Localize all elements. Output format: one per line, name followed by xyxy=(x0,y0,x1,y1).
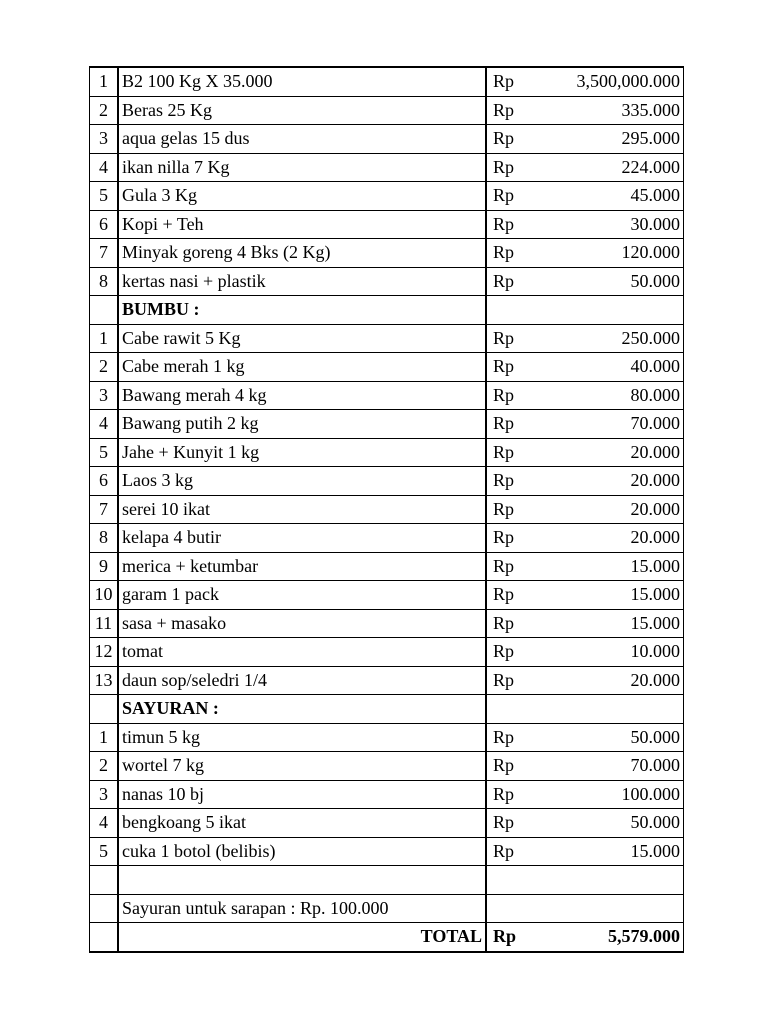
currency-label: Rp xyxy=(486,153,560,182)
item-amount: 15.000 xyxy=(560,581,684,610)
item-description: daun sop/seledri 1/4 xyxy=(118,666,486,695)
expense-table xyxy=(89,66,684,953)
item-description: bengkoang 5 ikat xyxy=(118,809,486,838)
item-description: Jahe + Kunyit 1 kg xyxy=(118,438,486,467)
item-description: BUMBU : xyxy=(118,296,486,325)
currency-label: Rp xyxy=(486,809,560,838)
section-header-row xyxy=(90,296,684,325)
table-row xyxy=(90,552,684,581)
currency-label: Rp xyxy=(486,467,560,496)
row-number xyxy=(90,894,119,923)
item-description: merica + ketumbar xyxy=(118,552,486,581)
item-amount: 20.000 xyxy=(560,467,684,496)
item-description: serei 10 ikat xyxy=(118,495,486,524)
item-amount: 15.000 xyxy=(560,837,684,866)
row-number: 1 xyxy=(90,67,119,96)
table-row xyxy=(90,609,684,638)
table-row xyxy=(90,353,684,382)
table-row xyxy=(90,324,684,353)
item-amount: 224.000 xyxy=(560,153,684,182)
row-number: 13 xyxy=(90,666,119,695)
currency-label: Rp xyxy=(486,524,560,553)
currency-label: Rp xyxy=(486,438,560,467)
item-description: Laos 3 kg xyxy=(118,467,486,496)
table-row xyxy=(90,723,684,752)
item-amount: 15.000 xyxy=(560,552,684,581)
row-number: 6 xyxy=(90,210,119,239)
row-number: 6 xyxy=(90,467,119,496)
item-amount: 295.000 xyxy=(560,125,684,154)
total-currency: Rp xyxy=(486,923,560,952)
item-description: B2 100 Kg X 35.000 xyxy=(118,67,486,96)
table-row xyxy=(90,524,684,553)
total-label: TOTAL xyxy=(118,923,486,952)
section-header-row xyxy=(90,695,684,724)
currency-label: Rp xyxy=(486,495,560,524)
currency-label: Rp xyxy=(486,96,560,125)
item-description: kertas nasi + plastik xyxy=(118,267,486,296)
row-number: 7 xyxy=(90,495,119,524)
currency-label: Rp xyxy=(486,67,560,96)
item-amount: 20.000 xyxy=(560,524,684,553)
table-row xyxy=(90,438,684,467)
row-number: 1 xyxy=(90,723,119,752)
table-row xyxy=(90,153,684,182)
item-amount: 250.000 xyxy=(560,324,684,353)
currency-label: Rp xyxy=(486,239,560,268)
currency-label: Rp xyxy=(486,410,560,439)
row-number: 7 xyxy=(90,239,119,268)
item-amount: 20.000 xyxy=(560,666,684,695)
item-amount: 10.000 xyxy=(560,638,684,667)
item-amount: 50.000 xyxy=(560,267,684,296)
row-number: 12 xyxy=(90,638,119,667)
item-amount: 80.000 xyxy=(560,381,684,410)
row-number: 2 xyxy=(90,353,119,382)
currency-label: Rp xyxy=(486,837,560,866)
table-row xyxy=(90,866,684,895)
table-row xyxy=(90,752,684,781)
table-row xyxy=(90,495,684,524)
row-number: 3 xyxy=(90,381,119,410)
item-description: kelapa 4 butir xyxy=(118,524,486,553)
item-amount: 335.000 xyxy=(560,96,684,125)
row-number: 3 xyxy=(90,125,119,154)
row-number xyxy=(90,866,119,895)
item-amount: 70.000 xyxy=(560,752,684,781)
row-number xyxy=(90,296,119,325)
table-row xyxy=(90,410,684,439)
currency-label: Rp xyxy=(486,381,560,410)
table-row xyxy=(90,210,684,239)
item-amount xyxy=(560,296,684,325)
currency-label: Rp xyxy=(486,723,560,752)
item-amount: 50.000 xyxy=(560,809,684,838)
item-description: tomat xyxy=(118,638,486,667)
item-description: Beras 25 Kg xyxy=(118,96,486,125)
item-description: Kopi + Teh xyxy=(118,210,486,239)
currency-label: Rp xyxy=(486,780,560,809)
table-row xyxy=(90,837,684,866)
item-description: aqua gelas 15 dus xyxy=(118,125,486,154)
expense-table-body xyxy=(90,67,684,952)
table-row xyxy=(90,67,684,96)
item-description: timun 5 kg xyxy=(118,723,486,752)
item-description: Gula 3 Kg xyxy=(118,182,486,211)
table-row xyxy=(90,239,684,268)
row-number: 9 xyxy=(90,552,119,581)
row-number: 11 xyxy=(90,609,119,638)
row-number xyxy=(90,695,119,724)
item-description: sasa + masako xyxy=(118,609,486,638)
currency-label: Rp xyxy=(486,581,560,610)
table-row xyxy=(90,581,684,610)
row-number: 2 xyxy=(90,752,119,781)
item-description: Cabe rawit 5 Kg xyxy=(118,324,486,353)
table-row xyxy=(90,666,684,695)
item-description: Bawang putih 2 kg xyxy=(118,410,486,439)
item-description: Cabe merah 1 kg xyxy=(118,353,486,382)
table-row xyxy=(90,638,684,667)
item-amount: 30.000 xyxy=(560,210,684,239)
currency-label: Rp xyxy=(486,609,560,638)
row-number: 5 xyxy=(90,837,119,866)
row-number: 10 xyxy=(90,581,119,610)
item-amount: 50.000 xyxy=(560,723,684,752)
currency-label: Rp xyxy=(486,752,560,781)
row-number: 4 xyxy=(90,410,119,439)
row-number: 4 xyxy=(90,153,119,182)
currency-label: Rp xyxy=(486,552,560,581)
row-number: 8 xyxy=(90,267,119,296)
row-number: 2 xyxy=(90,96,119,125)
currency-label xyxy=(486,695,560,724)
item-description: nanas 10 bj xyxy=(118,780,486,809)
item-description: Sayuran untuk sarapan : Rp. 100.000 xyxy=(118,894,486,923)
item-amount xyxy=(560,695,684,724)
row-number: 5 xyxy=(90,182,119,211)
item-amount xyxy=(560,866,684,895)
currency-label: Rp xyxy=(486,182,560,211)
item-amount: 20.000 xyxy=(560,438,684,467)
currency-label: Rp xyxy=(486,324,560,353)
item-description: ikan nilla 7 Kg xyxy=(118,153,486,182)
row-number: 5 xyxy=(90,438,119,467)
item-amount xyxy=(560,894,684,923)
table-row xyxy=(90,467,684,496)
item-amount: 3,500,000.000 xyxy=(560,67,684,96)
currency-label xyxy=(486,296,560,325)
item-description: garam 1 pack xyxy=(118,581,486,610)
currency-label: Rp xyxy=(486,353,560,382)
table-row xyxy=(90,182,684,211)
table-row xyxy=(90,780,684,809)
item-description: Bawang merah 4 kg xyxy=(118,381,486,410)
total-row xyxy=(90,923,684,952)
currency-label: Rp xyxy=(486,210,560,239)
item-description: cuka 1 botol (belibis) xyxy=(118,837,486,866)
item-description xyxy=(118,866,486,895)
row-number: 4 xyxy=(90,809,119,838)
item-amount: 45.000 xyxy=(560,182,684,211)
item-amount: 40.000 xyxy=(560,353,684,382)
item-amount: 20.000 xyxy=(560,495,684,524)
item-description: Minyak goreng 4 Bks (2 Kg) xyxy=(118,239,486,268)
table-row xyxy=(90,267,684,296)
currency-label: Rp xyxy=(486,267,560,296)
table-row xyxy=(90,809,684,838)
currency-label: Rp xyxy=(486,638,560,667)
row-number: 3 xyxy=(90,780,119,809)
row-number: 1 xyxy=(90,324,119,353)
item-amount: 70.000 xyxy=(560,410,684,439)
table-row xyxy=(90,125,684,154)
item-description: wortel 7 kg xyxy=(118,752,486,781)
table-row xyxy=(90,96,684,125)
total-amount: 5,579.000 xyxy=(560,923,684,952)
row-number: 8 xyxy=(90,524,119,553)
item-amount: 15.000 xyxy=(560,609,684,638)
table-row xyxy=(90,381,684,410)
item-description: SAYURAN : xyxy=(118,695,486,724)
total-number-cell xyxy=(90,923,119,952)
table-row xyxy=(90,894,684,923)
currency-label xyxy=(486,894,560,923)
item-amount: 100.000 xyxy=(560,780,684,809)
currency-label xyxy=(486,866,560,895)
item-amount: 120.000 xyxy=(560,239,684,268)
currency-label: Rp xyxy=(486,666,560,695)
currency-label: Rp xyxy=(486,125,560,154)
